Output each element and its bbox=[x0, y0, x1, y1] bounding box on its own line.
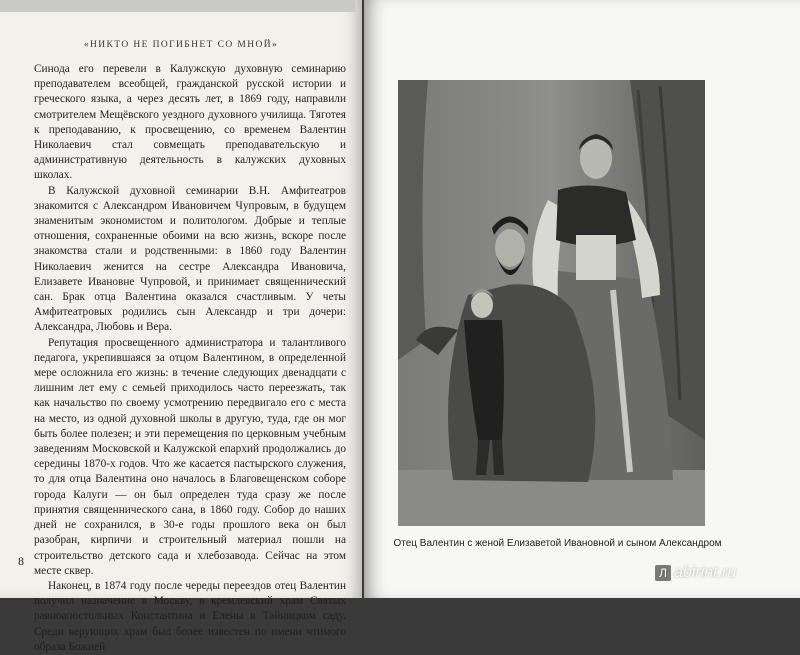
paragraph-1: Синода его перевели в Калужскую духовную семинарию преподавателем всеобщей, гражданской русской истории и греческого языка, а через десять лет, в 1869 году, направили смотрителем Мещёвского уездного духовного училища. Тяготея к преподаванию, к просвещению, со временем Валентин Николаевич стал совмещать преподавательскую и административную деятельность в калужских духовных школах. bbox=[34, 63, 346, 182]
family-photograph bbox=[398, 80, 705, 526]
paragraph-2: В Калужской духовной семинарии В.Н. Амфитеатров знакомится с Александром Ивановичем Чупровым, в будущем знаменитым экономистом и политологом. Добрые и теплые отношения, сохраненные обоими на всю жизнь, вскоре после знакомства стали и родственными: в 1860 году Валентин Николаевич женится на сестре Александра Ивановича, Елизавете Ивановне Чупровой, и принимает священнический сан. Брак отца Валентина оказался счастливым. У четы Амфитеатровых родились сын Александр и три дочери: Александра, Любовь и Вера. bbox=[34, 184, 346, 334]
page-number: 8 bbox=[18, 554, 24, 568]
top-strip bbox=[0, 0, 355, 12]
watermark-text: abirint.ru bbox=[674, 564, 737, 581]
left-page bbox=[0, 0, 362, 653]
watermark-logo: Л bbox=[655, 565, 671, 581]
photo-caption: Отец Валентин с женой Елизаветой Ивановной и сыном Александром bbox=[393, 538, 722, 549]
paragraph-4: Наконец, в 1874 году после череды переездов отец Валентин получил назначение в Москву, в кремлевский храм Святых равноапостольных Константина и Елены в Тайницком саду. Среди верующих храм был более известен по имени чтимого образа Божией bbox=[34, 579, 346, 653]
site-watermark bbox=[655, 564, 736, 582]
paragraph-3: Репутация просвещенного администратора и талантливого педагога, укрепившаяся за отцом Валентином, в определенной мере осложнила его жизнь: в течение следующих двенадцати с лишним лет ему с семьей приходилось часто переезжать, так как начальство по своему усмотрению передвигало его с места на место, из одной духовной школы в другую, туда, где он мог быть более полезен; и эти перемещения по церковным учебным заведениям Московской и Калужской епархий продолжались до середины 1870-х годов. Что же касается пастырского служения, то для отца Валентина оно началось в Благовещенском соборе города Калуги — он был определен туда сразу же после принятия священнического сана, в 1860 году. Собор до наших дней не сохранился, в 30-е годы прошлого века он был разобран, кирпичи и строительный материал пошли на строительство детского сада и хлебозавода. Сейчас на этом месте сквер. bbox=[34, 336, 346, 577]
body-text bbox=[34, 62, 346, 655]
running-head: «НИКТО НЕ ПОГИБНЕТ СО МНОЙ» bbox=[83, 40, 279, 50]
photograph-illustration bbox=[398, 80, 705, 526]
